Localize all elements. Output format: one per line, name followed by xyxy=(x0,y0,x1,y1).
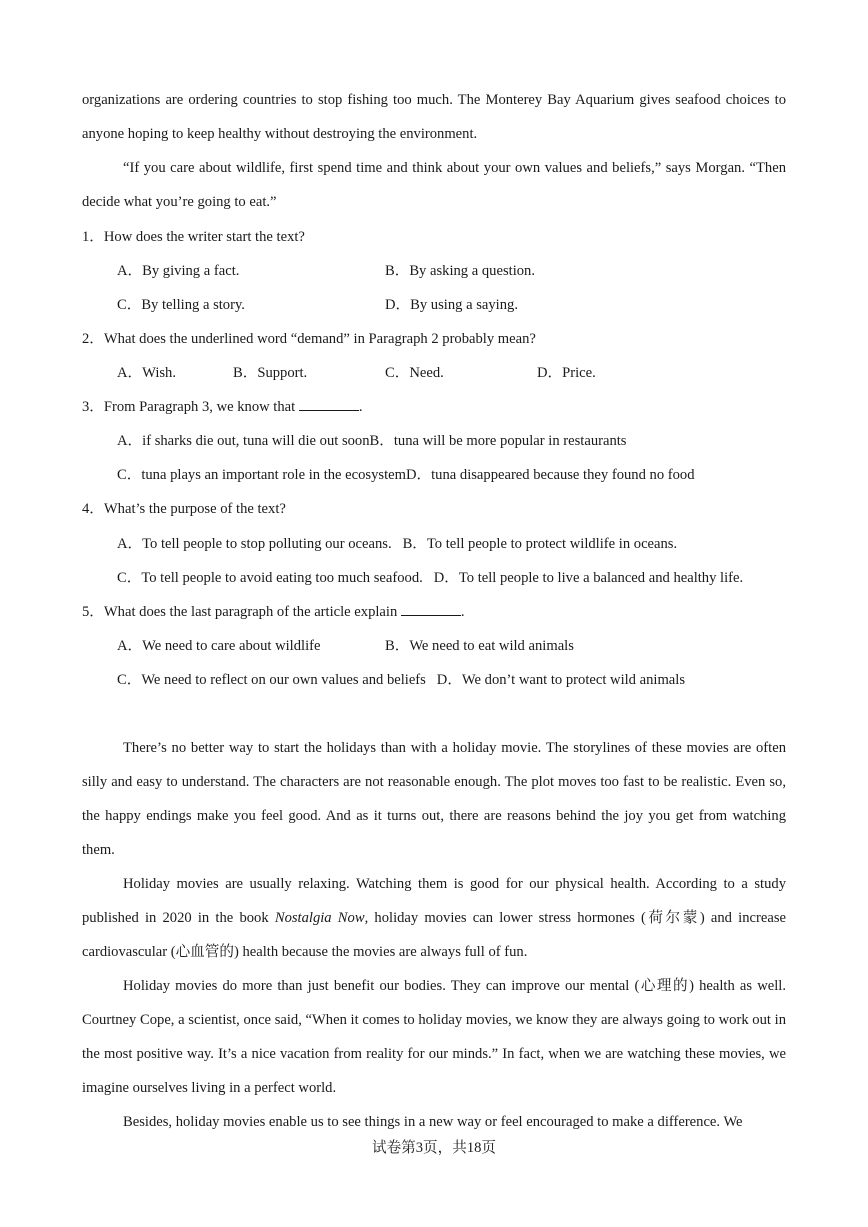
page-footer: 试卷第3页，共18页 xyxy=(371,1140,497,1156)
question-4-option-d: D．To tell people to live a balanced and healthy life. xyxy=(433,570,744,586)
paragraph-text: Holiday movies are usually relaxing. Watching them is good for our physical health. According to a study published in 2020 in the book xyxy=(82,876,786,926)
question-2-option-d: D．Price. xyxy=(537,365,596,381)
passage2-paragraph-3 xyxy=(82,969,786,1105)
question-3-option-a: A．if sharks die out, tuna will die out soon xyxy=(117,433,370,449)
question-3-option-d: D．tuna disappeared because they found no food xyxy=(405,467,695,483)
question-1: 1．How does the writer start the text? xyxy=(82,229,305,245)
question-3 xyxy=(82,397,363,417)
question-5-option-d: D．We don’t want to protect wild animals xyxy=(436,672,686,688)
question-5-option-b: B．We need to eat wild animals xyxy=(385,638,574,654)
answer-blank xyxy=(401,603,461,616)
question-1-option-b: B．By asking a question. xyxy=(385,263,535,279)
question-3-option-b: B．tuna will be more popular in restaurants xyxy=(369,433,627,449)
question-4-option-c: C．To tell people to avoid eating too much seafood. xyxy=(117,570,423,586)
passage2-paragraph-1 xyxy=(82,731,786,867)
question-4-options-row-2 xyxy=(117,568,743,588)
question-4-options-row-1 xyxy=(117,534,677,554)
paragraph-text: organizations are ordering countries to stop fishing too much. The Monterey Bay Aquarium gives seafood choices to anyone hoping to keep healthy without destroying the environment. xyxy=(82,92,786,142)
question-3-stem: 3．From Paragraph 3, we know that xyxy=(82,399,299,415)
question-4-option-a: A．To tell people to stop polluting our oceans. xyxy=(117,536,392,552)
question-5 xyxy=(82,602,465,622)
question-5-option-c: C．We need to reflect on our own values and beliefs xyxy=(117,672,426,688)
question-2: 2．What does the underlined word “demand” in Paragraph 2 probably mean? xyxy=(82,331,536,347)
passage2-paragraph-4 xyxy=(82,1105,786,1139)
question-3-options-row-1 xyxy=(117,431,626,451)
question-3-stem-end: . xyxy=(358,399,363,415)
question-5-stem-end: . xyxy=(460,604,465,620)
question-4-option-b: B．To tell people to protect wildlife in oceans. xyxy=(402,536,678,552)
question-1-option-c: C．By telling a story. xyxy=(117,297,245,313)
passage2-paragraph-2 xyxy=(82,867,786,969)
question-2-option-a: A．Wish. xyxy=(117,365,177,381)
paragraph-text: Holiday movies do more than just benefit our bodies. They can improve our mental (心理的) health as well. Courtney Cope, a scientist, once said, “When it comes to holiday movies, we know they are always going to work out in the most positive way. It’s a nice vacation from reality for our minds.” In fact, when we are watching these movies, we imagine ourselves living in a perfect world. xyxy=(82,978,786,1096)
passage1-quote-paragraph xyxy=(82,151,786,219)
question-5-stem: 5．What does the last paragraph of the article explain xyxy=(82,604,401,620)
question-4: 4．What’s the purpose of the text? xyxy=(82,501,286,517)
paragraph-text: There’s no better way to start the holidays than with a holiday movie. The storylines of these movies are often silly and easy to understand. The characters are not reasonable enough. The plot moves too fast to be realistic. Even so, the happy endings make you feel good. And as it turns out, there are reasons behind the joy you get from watching them. xyxy=(82,740,786,858)
answer-blank xyxy=(299,398,359,411)
question-3-options-row-2 xyxy=(117,465,695,485)
question-2-option-b: B．Support. xyxy=(233,365,308,381)
paragraph-text: Besides, holiday movies enable us to see things in a new way or feel encouraged to make a difference. We xyxy=(123,1114,743,1130)
book-title: Nostalgia Now xyxy=(274,910,365,926)
paragraph-text: “If you care about wildlife, first spend time and think about your own values and beliefs,” says Morgan. “Then decide what you’re going to eat.” xyxy=(82,160,786,210)
question-3-option-c: C．tuna plays an important role in the ecosystem xyxy=(117,467,406,483)
question-2-option-c: C．Need. xyxy=(385,365,444,381)
question-1-option-d: D．By using a saying. xyxy=(385,297,518,313)
question-1-option-a: A．By giving a fact. xyxy=(117,263,240,279)
paragraph-text: , holiday movies can lower stress hormones (荷尔蒙) and increase cardiovascular (心血管的) health because the movies are always full of fun. xyxy=(82,910,786,960)
question-5-options-row-2 xyxy=(117,670,685,690)
question-5-option-a: A．We need to care about wildlife xyxy=(117,638,321,654)
passage1-paragraph-end xyxy=(82,83,786,151)
